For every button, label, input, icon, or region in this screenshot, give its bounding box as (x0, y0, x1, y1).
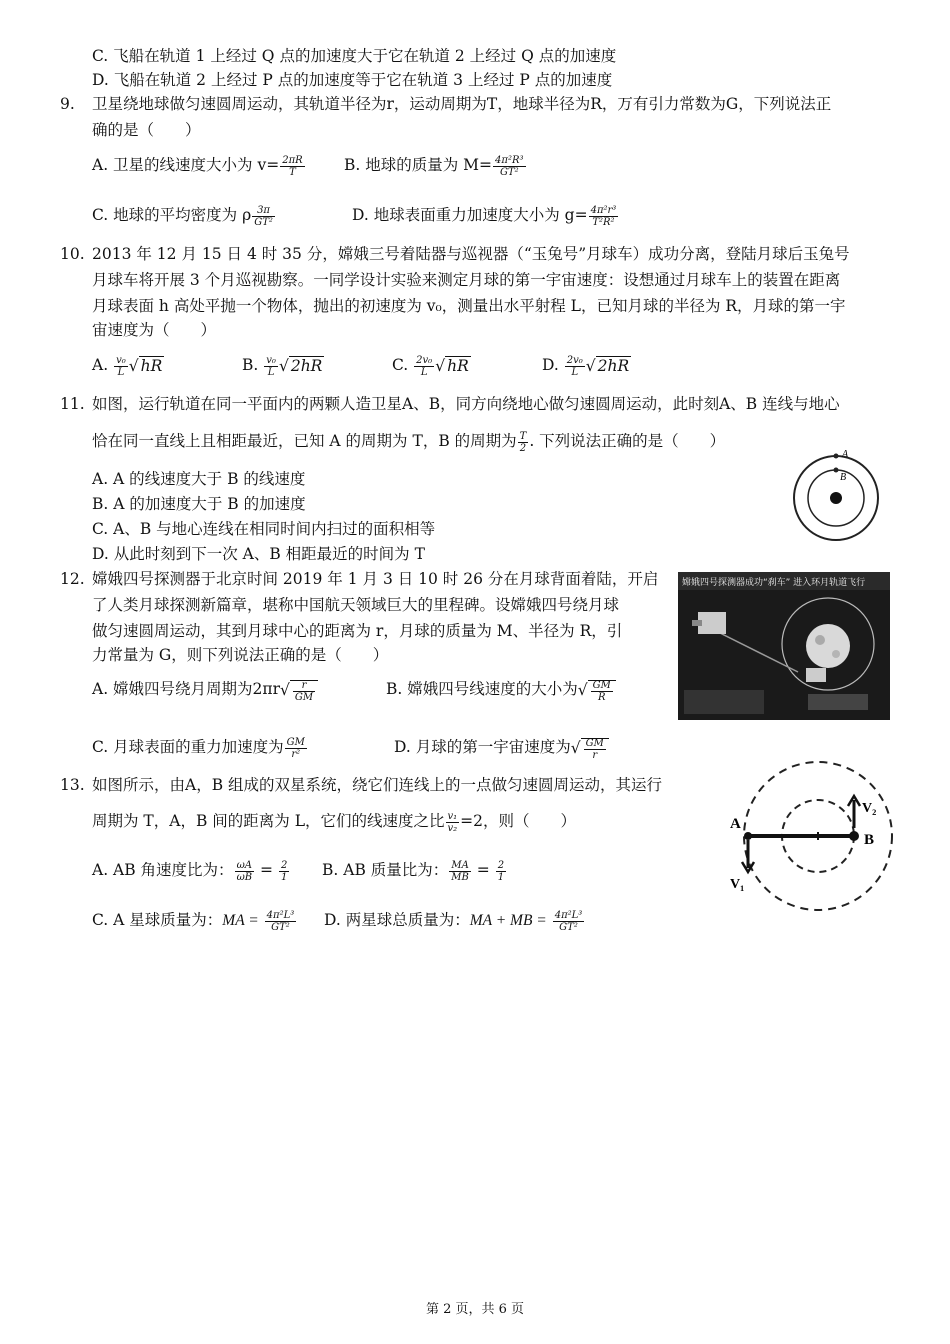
q11-stem-1: 如图，运行轨道在同一平面内的两颗人造卫星A、B，同方向绕地心做匀速圆周运动，此时刻A、B 连线与地心 (92, 395, 840, 413)
q12-chang-e-4-photo (678, 572, 890, 720)
q8-option-d: D. 飞船在轨道 2 上经过 P 点的加速度等于它在轨道 3 上经过 P 点的加速度 (92, 71, 613, 89)
page-footer: 第 2 页，共 6 页 (425, 1302, 525, 1317)
q13-label-b: B (864, 832, 875, 848)
q11-label-b: B (840, 472, 847, 483)
q10-option-b: B. $\frac{\text{v₀}}{L}$ √ 2hR (242, 354, 323, 378)
q13-option-a: A. AB 角速度比为： $\frac{\omega A}{\omega B}$ = $\frac{2}{1}$ (92, 859, 288, 883)
q12-stem-2: 了人类月球探测新篇章，堪称中国航天领域巨大的里程碑。设嫦娥四号绕月球 (92, 596, 620, 614)
q9-option-b: B. 地球的质量为 M= $\frac{\text{4π²R³}}{\text{GT²}}$ (344, 154, 524, 178)
q10-option-a: A. $\frac{\text{v₀}}{L}$ √ hR (92, 354, 163, 378)
q11-label-a: A (842, 449, 849, 460)
q9-number: 9. (60, 95, 75, 113)
q12-stem-3: 做匀速圆周运动，其到月球中心的距离为 r，月球的质量为 M、半径为 R，引 (92, 622, 623, 640)
q13-option-b: B. AB 质量比为： $\frac{MA}{MB}$ = $\frac{2}{1}$ (322, 859, 505, 883)
q11-option-a: A. A 的线速度大于 B 的线速度 (92, 470, 306, 488)
q12-option-d: D. 月球的第一宇宙速度为√ $\frac{GM}{r}$ (394, 732, 609, 763)
q12-stem-1: 嫦娥四号探测器于北京时间 2019 年 1 月 3 日 10 时 26 分在月球背面着陆，开启 (92, 570, 659, 588)
q10-option-d: D. $\frac{\text{2v₀}}{L}$ √ 2hR (542, 354, 630, 378)
q11-option-c: C. A、B 与地心连线在相同时间内扫过的面积相等 (92, 520, 436, 538)
q13-number: 13. (60, 776, 85, 794)
q12-option-b: B. 嫦娥四号线速度的大小为√ $\frac{GM}{R}$ (386, 674, 616, 705)
q10-stem-3: 月球表面 h 高处平抛一个物体，抛出的初速度为 v₀，测量出水平射程 L，已知月球的半径为 R，月球的第一宇 (92, 297, 846, 315)
q9-stem-cont: 确的是（ ） (92, 121, 201, 139)
q11-number: 11. (60, 395, 85, 413)
q8-option-c: C. 飞船在轨道 1 上经过 Q 点的加速度大于它在轨道 2 上经过 Q 点的加速度 (92, 47, 617, 65)
q10-stem-4: 宙速度为（ ） (92, 321, 217, 339)
q10-stem-2: 月球车将开展 3 个月巡视勘察。一同学设计实验来测定月球的第一宇宙速度：设想通过月球车上的装置在距离 (92, 271, 841, 289)
q10-number: 10. (60, 245, 85, 263)
q12-number: 12. (60, 570, 85, 588)
q9-option-d: D. 地球表面重力加速度大小为 g= $\frac{\text{4π²r³}}{\text{T²R²}}$ (352, 204, 617, 228)
q9-option-c: C. 地球的平均密度为 ρ $\frac{3\pi}{\text{GT²}}$ (92, 204, 273, 228)
q13-label-v2: V₂ (862, 801, 877, 816)
q12-option-c: C. 月球表面的重力加速度为 $\frac{GM}{\text{r²}}$ (92, 736, 305, 760)
q13-label-a: A (730, 816, 741, 832)
q12-option-a: A. 嫦娥四号绕月周期为2πr√ $\frac{r}{GM}$ (92, 674, 318, 705)
q13-option-c: C. A 星球质量为：MA = $\frac{\text{4π²L³}}{\text{GT²}}$ (92, 909, 295, 933)
q12-photo-title: 嫦娥四号探测器成功“刹车” 进入环月轨道飞行 (682, 578, 866, 588)
q9-stem: 卫星绕地球做匀速圆周运动，其轨道半径为r，运动周期为T，地球半径为R，万有引力常数为G，下列说法正 (92, 95, 832, 113)
q13-stem-1: 如图所示，由A，B 组成的双星系统，绕它们连线上的一点做匀速圆周运动，其运行 (92, 776, 663, 794)
q11-option-b: B. A 的加速度大于 B 的加速度 (92, 495, 306, 513)
q13-option-d: D. 两星球总质量为：MA + MB = $\frac{\text{4π²L³}}{\text{GT²}}$ (324, 909, 583, 933)
q9-option-a: A. 卫星的线速度大小为 v= $\frac{2\pi R}{T}$ (92, 154, 303, 178)
q12-stem-4: 力常量为 G，则下列说法正确的是（ ） (92, 646, 389, 664)
q13-label-v1: V₁ (730, 877, 745, 892)
q13-binary-star-diagram (724, 756, 894, 916)
q11-stem-2: 恰在同一直线上且相距最近，已知 A 的周期为 T，B 的周期为 $\frac{T}{2}$ . 下列说法正确的是（ ） (92, 430, 726, 454)
q11-orbit-diagram (790, 446, 890, 546)
q10-option-c: C. $\frac{\text{2v₀}}{L}$ √ hR (392, 354, 469, 378)
q10-stem-1: 2013 年 12 月 15 日 4 时 35 分，嫦娥三号着陆器与巡视器（“玉兔号”月球车）成功分离，登陆月球后玉兔号 (92, 245, 850, 263)
q13-stem-2: 周期为 T，A，B 间的距离为 L，它们的线速度之比 $\frac{\text{v₁}}{\text{v₂}}$ =2，则（ ） (92, 810, 577, 834)
q11-option-d: D. 从此时刻到下一次 A、B 相距最近的时间为 T (92, 545, 425, 563)
